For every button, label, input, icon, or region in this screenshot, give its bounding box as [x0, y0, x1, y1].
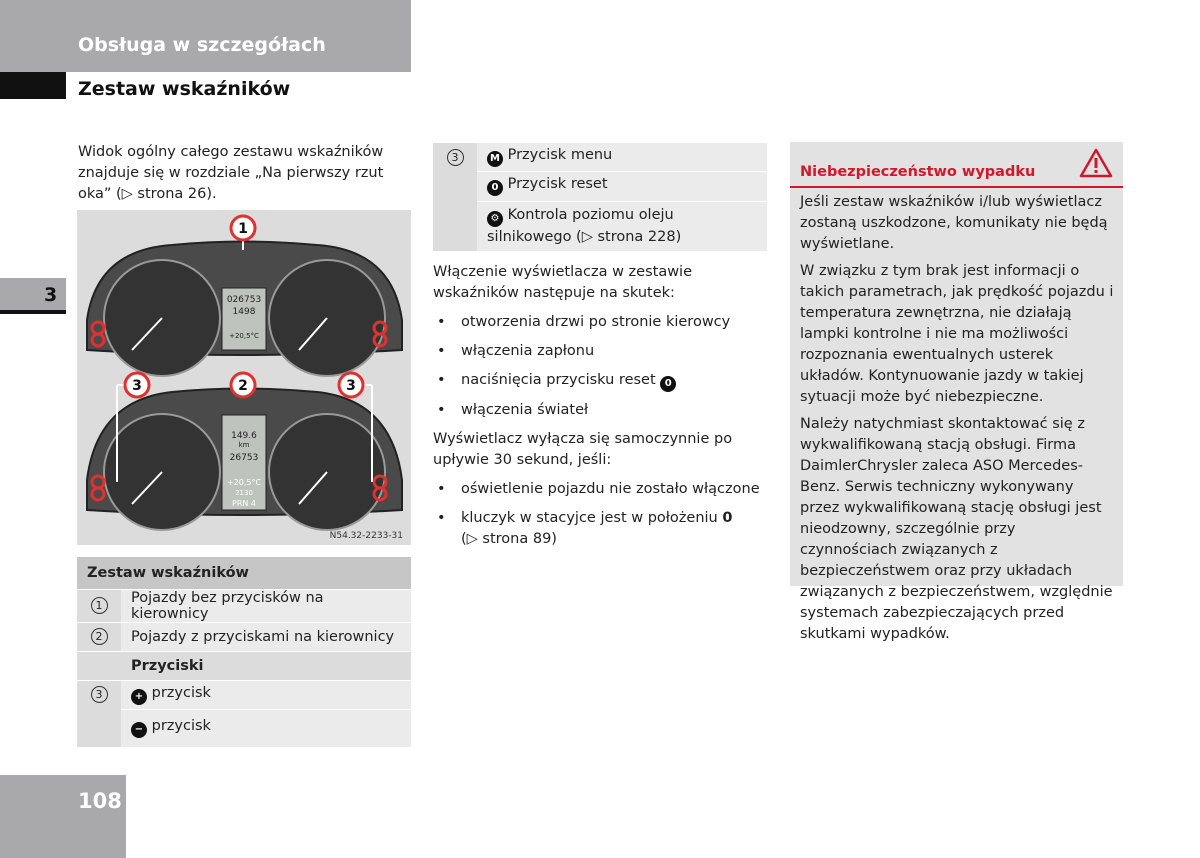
- row-text: Przycisk menu: [507, 146, 613, 163]
- display2-line3: 26753: [229, 453, 259, 463]
- row-number: 3: [91, 686, 108, 703]
- display2-line2: km: [238, 441, 250, 449]
- warning-paragraph: Należy natychmiast skontaktować się z wykwalifikowaną stacją obsługi. Firma DaimlerChrysler zaleca ASO Mercedes-Benz. Serwis techniczny wykonywany przez wykwalifikowaną stację obsługi jest nieodzowny, szczególnie przy czynnościach związanych z bezpieczeństwem oraz przy układach związanych z bezpieczeństwem, względnie systemach zabezpieczających przed skutkami wypadków.: [800, 416, 1113, 642]
- minus-icon: −: [131, 722, 147, 738]
- callout-2: 2: [238, 378, 248, 394]
- warning-paragraph: W związku z tym brak jest informacji o takich parametrach, jak prędkość pojazdu i temperatura zewnętrzna, nie działają lampki kontrolne i nie ma możliwości rozpoznania ewentualnych usterek układów. Kontynuowanie jazdy w takiej sytuacji może być niebezpieczne.: [800, 263, 1114, 405]
- table-row: [77, 709, 411, 747]
- buttons-subheading: Przyciski: [121, 651, 411, 680]
- display-on-paragraph: Włączenie wyświetlacza w zestawie wskaźników następuje na skutek:: [433, 264, 693, 301]
- display-off-list: [433, 479, 768, 550]
- list-item: • oświetlenie pojazdu nie zostało włączone: [433, 479, 768, 500]
- page-number: 108: [78, 789, 122, 813]
- row-text: Pojazdy z przyciskami na kierownicy: [121, 622, 411, 651]
- row-number: 3: [447, 149, 464, 166]
- section-title: Zestaw wskaźników: [78, 78, 291, 100]
- buttons-table: [433, 143, 767, 252]
- warning-header: [790, 142, 1123, 188]
- button-text: przycisk: [151, 718, 211, 734]
- chapter-tab-number: 3: [44, 284, 58, 306]
- callout-1: 1: [238, 221, 248, 237]
- row-text: Przycisk reset: [507, 176, 608, 192]
- table-row: [433, 201, 767, 251]
- cluster-table-title: Zestaw wskaźników: [77, 557, 411, 589]
- callout-3-left: 3: [132, 378, 142, 394]
- table-row: [77, 589, 411, 622]
- table-row: [433, 171, 767, 201]
- reset-icon: 0: [487, 180, 503, 196]
- button-text: przycisk: [151, 684, 211, 701]
- page-reference: (▷ strona 89): [461, 531, 557, 547]
- menu-icon: M: [487, 151, 503, 167]
- display1-line3: +20,5°C: [229, 332, 259, 340]
- warning-title: Niebezpieczeństwo wypadku: [800, 164, 1036, 180]
- callout-3-right: 3: [346, 378, 356, 394]
- table-row: [433, 143, 767, 171]
- display1-line1: 026753: [226, 295, 262, 305]
- accident-warning-box: [790, 142, 1123, 642]
- display2-line4: +20,5°C: [226, 478, 262, 487]
- list-item-text: kluczyk w stacyjce jest w położeniu: [461, 510, 718, 526]
- list-item: • włączenia zapłonu: [433, 341, 768, 362]
- row-text: Kontrola poziomu oleju silnikowego (▷ strona 228): [487, 206, 682, 245]
- row-number: 1: [91, 597, 108, 614]
- display2-line6: PRN 4: [232, 499, 256, 508]
- plus-icon: +: [131, 689, 147, 705]
- row-text: Pojazdy bez przycisków na kierownicy: [121, 589, 411, 622]
- intro-paragraph: Widok ogólny całego zestawu wskaźników znajduje się w rozdziale „Na pierwszy rzut oka” (▷ strona 26).: [78, 144, 384, 202]
- table-row: [77, 680, 411, 709]
- display2-line1: 149.6: [231, 431, 257, 441]
- header-accent: [0, 72, 66, 99]
- list-item: [433, 370, 768, 392]
- chapter-tab: [0, 278, 66, 314]
- display-on-list: [433, 312, 768, 421]
- warning-paragraph: Jeśli zestaw wskaźników i/lub wyświetlacz zostaną uszkodzone, komunikaty nie będą wyświetlane.: [800, 194, 1108, 252]
- display1-line2: 1498: [232, 307, 256, 317]
- figure-code: N54.32-2233-31: [329, 531, 403, 541]
- list-item: [433, 508, 768, 550]
- row-number: 2: [91, 628, 108, 645]
- key-position: 0: [722, 510, 733, 526]
- warning-body: [800, 192, 1115, 651]
- chapter-title: Obsługa w szczegółach: [78, 34, 326, 56]
- table-row: [77, 622, 411, 651]
- cluster-illustration: [77, 210, 411, 545]
- oil-level-icon: ⚙: [487, 211, 503, 227]
- list-item: • otworzenia drzwi po stronie kierowcy: [433, 312, 768, 333]
- list-item: • włączenia świateł: [433, 400, 768, 421]
- list-item-text: naciśnięcia przycisku reset: [461, 372, 656, 388]
- page-number-tab: [0, 775, 126, 858]
- warning-triangle-icon: [1079, 148, 1113, 178]
- display-off-paragraph: Wyświetlacz wyłącza się samoczynnie po upływie 30 sekund, jeśli:: [433, 431, 733, 468]
- instrument-cluster-figure: [77, 210, 411, 545]
- display-activation-column: [433, 262, 768, 558]
- display2-line5: 2130: [235, 489, 253, 497]
- reset-icon: 0: [660, 376, 676, 392]
- cluster-table: [77, 557, 411, 748]
